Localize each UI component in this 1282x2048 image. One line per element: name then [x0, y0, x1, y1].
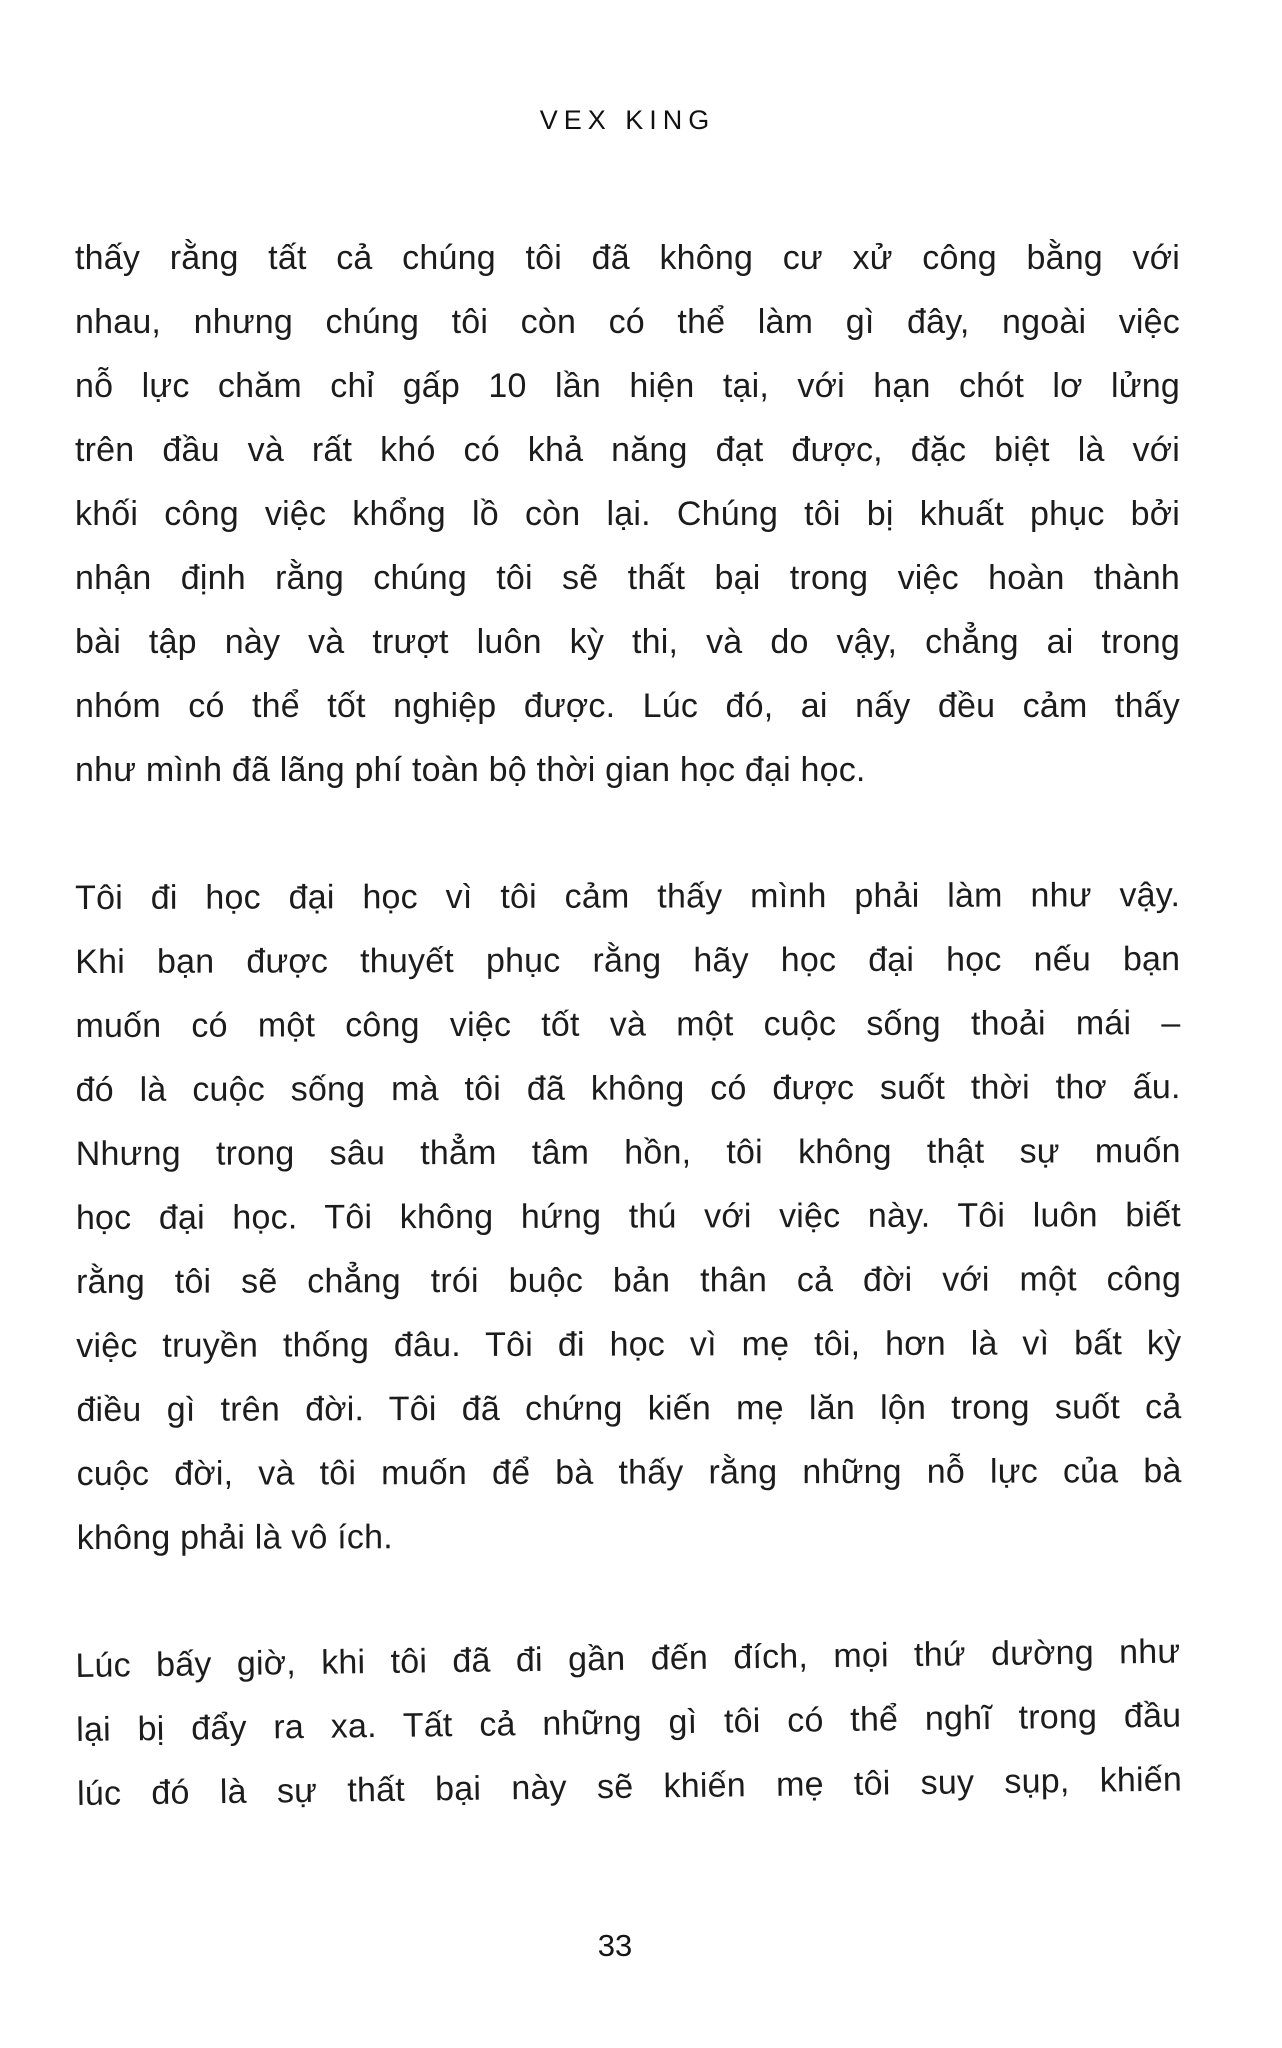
text-line: nhận định rằng chúng tôi sẽ thất bại trong việc hoàn thành [75, 559, 1180, 597]
text-line: không phải là vô ích. [76, 1518, 393, 1557]
text-line: rằng tôi sẽ chẳng trói buộc bản thân cả đời với một công [76, 1260, 1182, 1301]
text-line: Lúc bấy giờ, khi tôi đã đi gần đến đích, mọi thứ dường như [75, 1632, 1181, 1685]
text-line: Tôi đi học đại học vì tôi cảm thấy mình phải làm như vậy. [75, 876, 1181, 917]
text-line: khối công việc khổng lồ còn lại. Chúng tôi bị khuất phục bởi [75, 495, 1180, 533]
text-line: cuộc đời, và tôi muốn để bà thấy rằng những nỗ lực của bà [76, 1452, 1182, 1493]
text-line: trên đầu và rất khó có khả năng đạt được, đặc biệt là với [75, 431, 1180, 469]
text-line: thấy rằng tất cả chúng tôi đã không cư xử công bằng với [75, 239, 1180, 277]
text-line: nhau, nhưng chúng tôi còn có thể làm gì đây, ngoài việc [75, 303, 1180, 341]
paragraph [75, 226, 1180, 802]
text-line: đó là cuộc sống mà tôi đã không có được suốt thời thơ ấu. [75, 1068, 1181, 1109]
text-line: lúc đó là sự thất bại này sẽ khiến mẹ tôi suy sụp, khiến [76, 1760, 1183, 1813]
body-text [75, 226, 1183, 1890]
text-line: bài tập này và trượt luôn kỳ thi, và do vậy, chẳng ai trong [75, 623, 1180, 661]
paragraph [75, 1620, 1182, 1826]
text-line: việc truyền thống đâu. Tôi đi học vì mẹ tôi, hơn là vì bất kỳ [76, 1324, 1182, 1365]
text-line: Nhưng trong sâu thẳm tâm hồn, tôi không thật sự muốn [75, 1132, 1181, 1173]
text-line: như mình đã lãng phí toàn bộ thời gian học đại học. [75, 751, 866, 789]
text-line: nhóm có thể tốt nghiệp được. Lúc đó, ai nấy đều cảm thấy [75, 687, 1180, 725]
text-line: muốn có một công việc tốt và một cuộc sống thoải mái – [75, 1004, 1181, 1045]
text-line: lại bị đẩy ra xa. Tất cả những gì tôi có thể nghĩ trong đầu [76, 1696, 1182, 1749]
text-line: nỗ lực chăm chỉ gấp 10 lần hiện tại, với hạn chót lơ lửng [75, 367, 1180, 405]
text-line: Khi bạn được thuyết phục rằng hãy học đại học nếu bạn [75, 940, 1181, 981]
page-number: 33 [597, 1928, 633, 1963]
text-line: học đại học. Tôi không hứng thú với việc này. Tôi luôn biết [75, 1196, 1181, 1237]
text-line: điều gì trên đời. Tôi đã chứng kiến mẹ lăn lộn trong suốt cả [76, 1388, 1182, 1429]
paragraph [75, 863, 1182, 1570]
running-header: VEX KING [539, 105, 716, 135]
